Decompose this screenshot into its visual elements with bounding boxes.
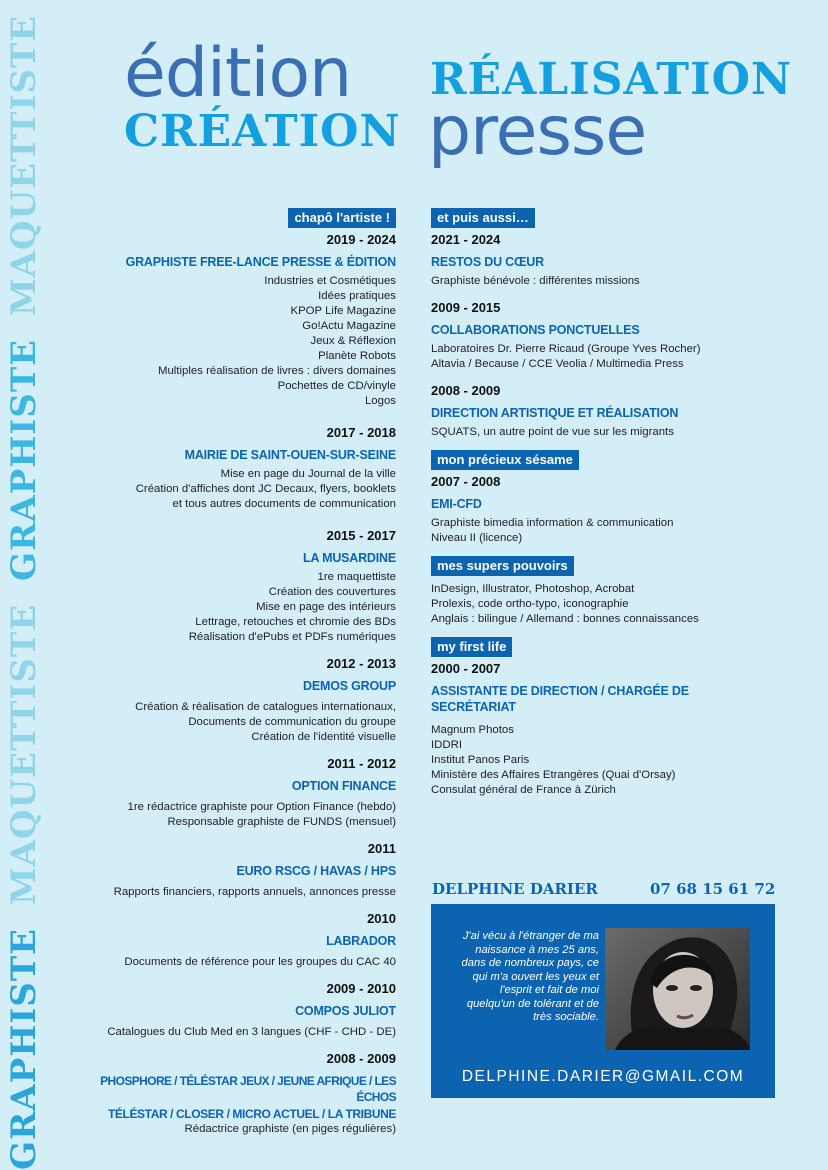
item-years: 2009 - 2015 bbox=[431, 300, 501, 315]
job-company: PHOSPHORE / TÉLÉSTAR JEUX / JEUNE AFRIQUE / LES ÉCHOS bbox=[100, 1074, 396, 1104]
job-years: 2011 - 2012 bbox=[327, 756, 396, 771]
item-company: RESTOS DU CŒUR bbox=[431, 255, 544, 269]
job-line: Pochettes de CD/vinyle bbox=[277, 380, 396, 392]
item-years: 2021 - 2024 bbox=[431, 232, 501, 247]
job-line: Création d'affiches dont JC Decaux, flyers, booklets bbox=[135, 483, 396, 495]
sidebar-word: GRAPHISTE bbox=[4, 338, 44, 581]
job-line: Jeux & Réflexion bbox=[310, 335, 396, 347]
sidebar-vertical-text bbox=[0, 0, 50, 1170]
job-company: GRAPHISTE FREE-LANCE PRESSE & ÉDITION bbox=[125, 255, 396, 269]
item-line: Laboratoires Dr. Pierre Ricaud (Groupe Yves Rocher) bbox=[431, 343, 701, 355]
sidebar-word: MAQUETTISTE bbox=[4, 603, 44, 906]
job-company: LA MUSARDINE bbox=[303, 551, 396, 565]
job-years: 2017 - 2018 bbox=[326, 425, 396, 440]
contact-card bbox=[431, 904, 775, 1098]
job-line: Documents de référence pour les groupes du CAC 40 bbox=[124, 956, 396, 968]
section-heading: mes supers pouvoirs bbox=[431, 556, 574, 576]
item-line: Niveau II (licence) bbox=[431, 532, 523, 544]
item-line: Magnum Photos bbox=[431, 724, 514, 736]
job-line: Documents de communication du groupe bbox=[188, 716, 396, 728]
job-line: Logos bbox=[364, 395, 396, 407]
job-line: Industries et Cosmétiques bbox=[264, 275, 396, 287]
sidebar-word: MAQUETTISTE bbox=[4, 14, 44, 317]
header-realisation: RÉALISATION bbox=[430, 54, 793, 105]
job-line: Rapports financiers, rapports annuels, annonces presse bbox=[113, 886, 396, 898]
item-line: Altavia / Because / CCE Veolia / Multimedia Press bbox=[431, 358, 684, 370]
job-years: 2010 bbox=[367, 911, 396, 926]
job-line: Création des couvertures bbox=[268, 586, 396, 598]
item-line: Graphiste bimedia information & communication bbox=[431, 517, 674, 529]
section-heading: mon précieux sésame bbox=[431, 450, 579, 470]
portrait-photo bbox=[605, 928, 750, 1050]
job-company: COMPOS JULIOT bbox=[295, 1004, 396, 1018]
job-company: TÉLÉSTAR / CLOSER / MICRO ACTUEL / LA TRIBUNE bbox=[107, 1107, 396, 1121]
item-line: IDDRI bbox=[431, 739, 463, 751]
item-line: Consulat général de France à Zürich bbox=[431, 784, 616, 796]
job-years: 2019 - 2024 bbox=[326, 232, 396, 247]
job-company: LABRADOR bbox=[326, 934, 396, 948]
item-line: Ministère des Affaires Etrangères (Quai d'Orsay) bbox=[431, 769, 676, 781]
job-company: MAIRIE DE SAINT-OUEN-SUR-SEINE bbox=[184, 448, 396, 462]
skill-line: InDesign, Illustrator, Photoshop, Acrobat bbox=[431, 583, 635, 595]
job-line: Multiples réalisation de livres : divers domaines bbox=[157, 365, 396, 377]
job-line: et tous autres documents de communication bbox=[172, 498, 396, 510]
skill-line: Prolexis, code ortho-typo, iconographie bbox=[431, 598, 629, 610]
job-line: Mise en page des intérieurs bbox=[256, 601, 396, 613]
job-company: OPTION FINANCE bbox=[291, 779, 396, 793]
job-line: Rédactrice graphiste (en piges régulières) bbox=[184, 1123, 396, 1135]
extras-column bbox=[431, 208, 776, 798]
job-line: 1re rédactrice graphiste pour Option Finance (hebdo) bbox=[127, 801, 396, 813]
item-years: 2007 - 2008 bbox=[431, 474, 501, 489]
header-edition: édition bbox=[124, 34, 352, 113]
item-company: COLLABORATIONS PONCTUELLES bbox=[431, 323, 640, 337]
job-line: Création & réalisation de catalogues internationaux, bbox=[135, 701, 396, 713]
bio-quote: J'ai vécu à l'étranger de ma naissance à mes 25 ans, dans de nombreux pays, ce qui m'a ouvert les yeux et l'esprit et fait de moi quelqu'un de tolérant et de très sociable. bbox=[461, 930, 599, 1023]
item-line: SQUATS, un autre point de vue sur les migrants bbox=[431, 426, 674, 438]
section-heading: chapô l'artiste ! bbox=[288, 208, 396, 228]
job-years: 2009 - 2010 bbox=[326, 981, 396, 996]
job-line: 1re maquettiste bbox=[317, 571, 396, 583]
job-years: 2012 - 2013 bbox=[326, 656, 396, 671]
item-line: Graphiste bénévole : différentes missions bbox=[431, 275, 640, 287]
job-years: 2011 bbox=[367, 841, 396, 856]
job-line: Mise en page du Journal de la ville bbox=[220, 468, 396, 480]
contact-phone[interactable]: 07 68 15 61 72 bbox=[650, 880, 776, 898]
contact-email[interactable]: DELPHINE.DARIER@GMAIL.COM bbox=[461, 1068, 745, 1085]
job-line: Catalogues du Club Med en 3 langues (CHF - CHD - DE) bbox=[107, 1026, 396, 1038]
item-company: DIRECTION ARTISTIQUE ET RÉALISATION bbox=[431, 406, 679, 420]
header-creation: CRÉATION bbox=[124, 106, 401, 157]
contact-name: DELPHINE DARIER bbox=[432, 880, 598, 898]
job-line: Idées pratiques bbox=[318, 290, 396, 302]
job-line: Lettrage, retouches et chromie des BDs bbox=[195, 616, 396, 628]
portrait-image bbox=[605, 928, 750, 1050]
job-line: Création de l'identité visuelle bbox=[251, 731, 396, 743]
item-years: 2000 - 2007 bbox=[431, 661, 501, 676]
job-company: DEMOS GROUP bbox=[303, 679, 396, 693]
job-years: 2008 - 2009 bbox=[326, 1051, 396, 1066]
job-years: 2015 - 2017 bbox=[326, 528, 396, 543]
sidebar-word: GRAPHISTE bbox=[4, 927, 44, 1170]
section-heading: my first life bbox=[431, 637, 512, 657]
job-line: Go!Actu Magazine bbox=[302, 320, 396, 332]
item-line: Institut Panos Paris bbox=[431, 754, 530, 766]
job-company: EURO RSCG / HAVAS / HPS bbox=[236, 864, 396, 878]
job-line: Planète Robots bbox=[318, 350, 396, 362]
section-heading: et puis aussi… bbox=[431, 208, 535, 228]
job-line: KPOP Life Magazine bbox=[290, 305, 396, 317]
header-presse: presse bbox=[428, 92, 647, 171]
skill-line: Anglais : bilingue / Allemand : bonnes connaissances bbox=[431, 613, 699, 625]
item-company: ASSISTANTE DE DIRECTION / CHARGÉE DE SECRÉTARIAT bbox=[431, 684, 689, 714]
experience-column bbox=[60, 208, 396, 1137]
job-line: Réalisation d'ePubs et PDFs numériques bbox=[188, 631, 396, 643]
item-years: 2008 - 2009 bbox=[431, 383, 501, 398]
job-line: Responsable graphiste de FUNDS (mensuel) bbox=[167, 816, 396, 828]
item-company: EMI-CFD bbox=[431, 497, 482, 511]
